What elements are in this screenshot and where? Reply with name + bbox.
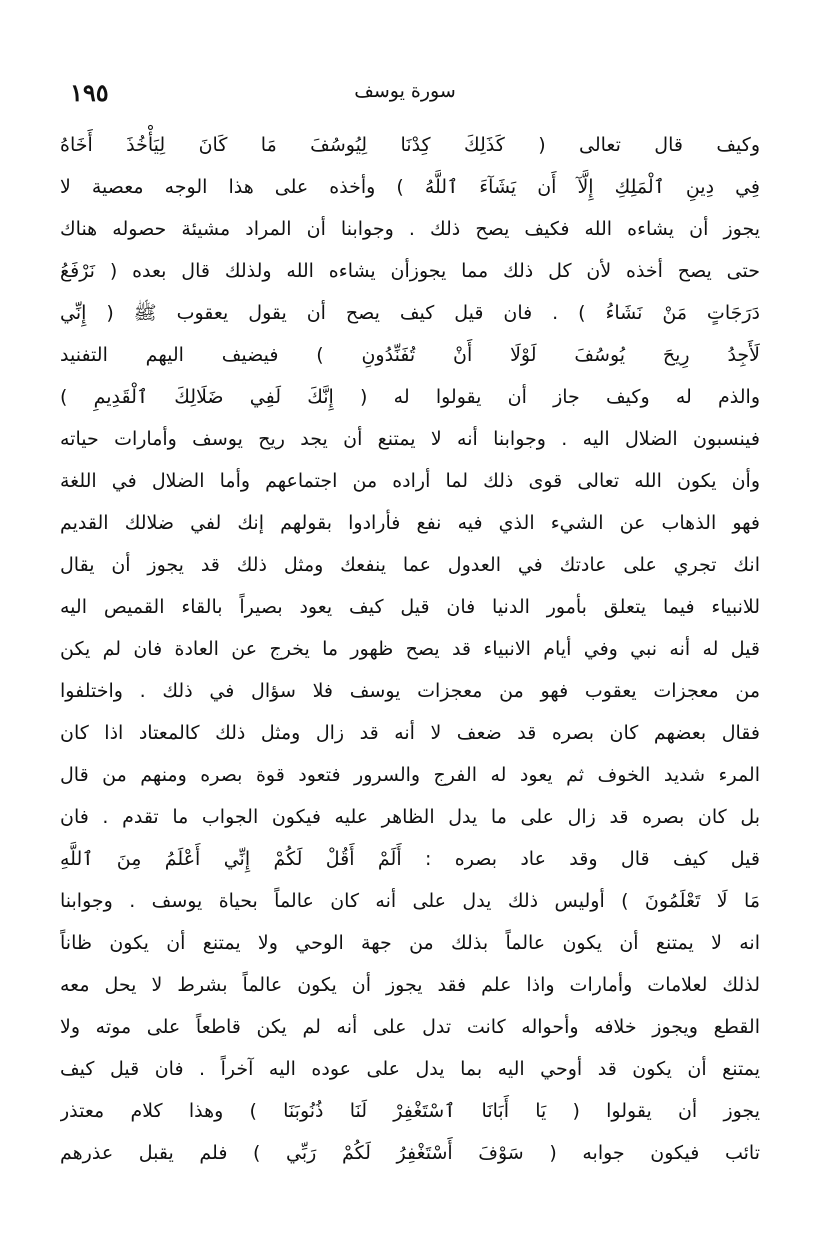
text-line: المرء شديد الخوف ثم يعود له الفرج والسرور فتعود قوة بصره ومنهم من قال: [60, 764, 760, 786]
text-line: فِي دِينِ ٱلْمَلِكِ إِلَّآ أَن يَشَآءَ ٱللَّهُ ) وأخذه على هذا الوجه معصية لا: [60, 176, 760, 198]
text-line: قيل له أنه نبي وفي أيام الانبياء قد يصح ظهور ما يخرج عن العادة فان لم يكن: [60, 638, 760, 660]
text-line: فينسبون الضلال اليه . وجوابنا أنه لا يمتنع أن يجد ريح يوسف وأمارات حياته: [60, 428, 760, 450]
text-line: من معجزات يعقوب فهو من معجزات يوسف فلا سؤال في ذلك . واختلفوا: [60, 680, 760, 702]
page-number: ١٩٥: [70, 78, 109, 107]
page-header: [70, 78, 760, 114]
text-line: والذم له وكيف جاز أن يقولوا له ( إِنَّكَ لَفِي ضَلَالِكَ ٱلْقَدِيمِ ): [60, 386, 760, 408]
text-line: لَأَجِدُ رِيحَ يُوسُفَ لَوْلَا أَنْ تُفَنِّدُونِ ) فيضيف اليهم التفنيد: [60, 344, 760, 366]
text-line: للانبياء فيما يتعلق بأمور الدنيا فان قيل كيف يعود بصيراً بالقاء القميص اليه: [60, 596, 760, 618]
text-line: قيل كيف قال وقد عاد بصره : أَلَمْ أَقُلْ لَكُمْ إِنِّي أَعْلَمُ مِنَ ٱللَّهِ: [60, 848, 760, 870]
text-line: بل كان بصره قد زال على ما يدل الظاهر عليه فيكون الجواب ما تقدم . فان: [60, 806, 760, 828]
text-line: فقال بعضهم كان بصره قد ضعف لا أنه قد زال ومثل ذلك كالمعتاد اذا كان: [60, 722, 760, 744]
text-line: انه لا يمتنع أن يكون عالماً بذلك من جهة الوحي ولا يمتنع أن يكون ظاناً: [60, 932, 760, 954]
text-line: وأن يكون الله تعالى قوى ذلك لما أراده من اجتماعهم وأما الضلال في اللغة: [60, 470, 760, 492]
text-line: حتى يصح أخذه لأن كل ذلك مما يجوزأن يشاءه الله ولذلك قال بعده ( نَرْفَعُ: [60, 260, 760, 282]
text-line: يجوز أن يقولوا ( يَا أَبَانَا ٱسْتَغْفِرْ لَنَا ذُنُوبَنَا ) وهذا كلام معتذر: [60, 1100, 760, 1122]
text-line: يجوز أن يشاءه الله فكيف يصح ذلك . وجوابنا أن المراد مشيئة حصوله هناك: [60, 218, 760, 240]
running-title: سورة يوسف: [354, 80, 456, 102]
text-line: لذلك لعلامات وأمارات واذا علم فقد يجوز أن يكون عالماً بشرط لا يحل معه: [60, 974, 760, 996]
text-line: القطع ويجوز خلافه وأحواله كانت تدل على أنه لم يكن قاطعاً على موته ولا: [60, 1016, 760, 1038]
text-line: فهو الذهاب عن الشيء الذي فيه نفع فأرادوا بقولهم إنك لفي ضلالك القديم: [60, 512, 760, 534]
text-line: دَرَجَاتٍ مَنْ نَشَاءُ ) . فان قيل كيف يصح أن يقول يعقوب ﷺ ( إِنِّي: [60, 302, 760, 324]
text-line: مَا لَا تَعْلَمُونَ ) أوليس ذلك يدل على أنه كان عالماً بحياة يوسف . وجوابنا: [60, 890, 760, 912]
body-text: [60, 124, 760, 1174]
text-line: انك تجري على عادتك في العدول عما ينفعك ومثل ذلك قد يجوز أن يقال: [60, 554, 760, 576]
text-line: وكيف قال تعالى ( كَذَلِكَ كِدْنَا لِيُوسُفَ مَا كَانَ لِيَأْخُذَ أَخَاهُ: [60, 134, 760, 156]
text-line: تائب فيكون جوابه ( سَوْفَ أَسْتَغْفِرُ لَكُمْ رَبِّي ) فلم يقبل عذرهم: [60, 1142, 760, 1164]
text-line: يمتنع أن يكون قد أوحي اليه بما يدل على عوده اليه آخراً . فان قيل كيف: [60, 1058, 760, 1080]
